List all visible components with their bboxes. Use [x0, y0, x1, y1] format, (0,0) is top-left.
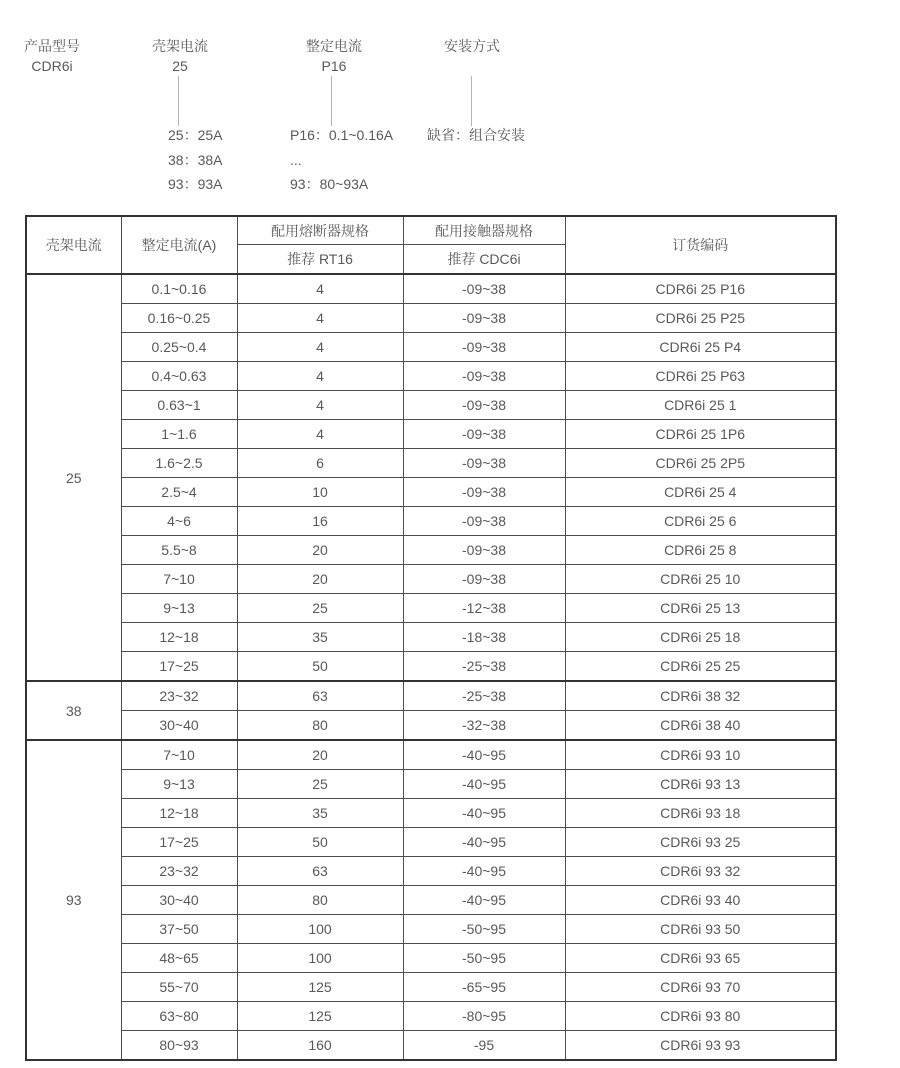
contactor-rating-cell: -12~38 — [403, 594, 565, 623]
order-code-cell: CDR6i 93 93 — [565, 1031, 836, 1061]
fuse-rating-cell: 35 — [237, 799, 403, 828]
setting-range-cell: 9~13 — [121, 594, 237, 623]
order-code-cell: CDR6i 25 4 — [565, 478, 836, 507]
setting-range-cell: 5.5~8 — [121, 536, 237, 565]
table-row — [26, 333, 836, 362]
frame-option: 25：25A — [168, 127, 223, 143]
table-row — [26, 274, 836, 304]
fuse-rating-cell: 25 — [237, 594, 403, 623]
contactor-rating-cell: -32~38 — [403, 711, 565, 741]
contactor-rating-cell: -09~38 — [403, 507, 565, 536]
mount-type-label: 安装方式 — [444, 38, 500, 54]
setting-range-cell: 12~18 — [121, 799, 237, 828]
header-contactor-recommend: 推荐 CDC6i — [403, 245, 565, 275]
order-code-cell: CDR6i 25 10 — [565, 565, 836, 594]
setting-range-cell: 0.1~0.16 — [121, 274, 237, 304]
fuse-rating-cell: 10 — [237, 478, 403, 507]
product-model-label: 产品型号 — [24, 38, 80, 54]
setting-options-list — [290, 123, 393, 197]
table-row — [26, 304, 836, 333]
fuse-rating-cell: 50 — [237, 828, 403, 857]
setting-range-cell: 2.5~4 — [121, 478, 237, 507]
order-table-body — [26, 274, 836, 1060]
frame-current-cell: 93 — [26, 740, 121, 1060]
table-row — [26, 828, 836, 857]
product-model-value: CDR6i — [31, 58, 73, 74]
contactor-rating-cell: -50~95 — [403, 944, 565, 973]
fuse-rating-cell: 25 — [237, 770, 403, 799]
table-row — [26, 857, 836, 886]
setting-range-cell: 9~13 — [121, 770, 237, 799]
order-code-cell: CDR6i 93 10 — [565, 740, 836, 770]
setting-range-cell: 1~1.6 — [121, 420, 237, 449]
order-code-cell: CDR6i 93 80 — [565, 1002, 836, 1031]
order-code-cell: CDR6i 25 18 — [565, 623, 836, 652]
fuse-rating-cell: 50 — [237, 652, 403, 682]
order-code-cell: CDR6i 93 18 — [565, 799, 836, 828]
table-row — [26, 944, 836, 973]
header-contactor-spec: 配用接触器规格 — [403, 216, 565, 245]
order-code-cell: CDR6i 38 32 — [565, 681, 836, 711]
order-code-cell: CDR6i 25 2P5 — [565, 449, 836, 478]
table-row — [26, 594, 836, 623]
setting-range-cell: 30~40 — [121, 886, 237, 915]
order-code-cell: CDR6i 25 P4 — [565, 333, 836, 362]
contactor-rating-cell: -50~95 — [403, 915, 565, 944]
order-code-cell: CDR6i 25 1P6 — [565, 420, 836, 449]
fuse-rating-cell: 80 — [237, 711, 403, 741]
table-row — [26, 740, 836, 770]
table-row — [26, 1031, 836, 1061]
setting-current-value: P16 — [321, 58, 347, 74]
setting-range-cell: 0.63~1 — [121, 391, 237, 420]
table-row — [26, 770, 836, 799]
order-code-cell: CDR6i 25 P63 — [565, 362, 836, 391]
contactor-rating-cell: -09~38 — [403, 420, 565, 449]
fuse-rating-cell: 4 — [237, 420, 403, 449]
frame-option: 38：38A — [168, 151, 223, 168]
contactor-rating-cell: -40~95 — [403, 828, 565, 857]
header-order-code: 订货编码 — [565, 216, 836, 274]
order-code-table — [25, 215, 837, 1061]
contactor-rating-cell: -25~38 — [403, 681, 565, 711]
setting-leader-line — [331, 76, 332, 126]
fuse-rating-cell: 4 — [237, 274, 403, 304]
contactor-rating-cell: -65~95 — [403, 973, 565, 1002]
setting-range-cell: 7~10 — [121, 740, 237, 770]
mount-options-list — [427, 123, 525, 148]
table-row — [26, 362, 836, 391]
fuse-rating-cell: 80 — [237, 886, 403, 915]
order-code-cell: CDR6i 25 P16 — [565, 274, 836, 304]
table-row — [26, 565, 836, 594]
table-row — [26, 507, 836, 536]
table-row — [26, 449, 836, 478]
table-row — [26, 652, 836, 682]
fuse-rating-cell: 4 — [237, 391, 403, 420]
setting-range-cell: 7~10 — [121, 565, 237, 594]
header-setting-current: 整定电流(A) — [121, 216, 237, 274]
contactor-rating-cell: -40~95 — [403, 770, 565, 799]
table-row — [26, 391, 836, 420]
contactor-rating-cell: -09~38 — [403, 536, 565, 565]
mount-leader-line — [471, 76, 472, 126]
table-row — [26, 420, 836, 449]
table-row — [26, 973, 836, 1002]
setting-range-cell: 12~18 — [121, 623, 237, 652]
fuse-rating-cell: 160 — [237, 1031, 403, 1061]
table-row — [26, 886, 836, 915]
contactor-rating-cell: -09~38 — [403, 478, 565, 507]
frame-current-cell: 25 — [26, 274, 121, 681]
table-row — [26, 915, 836, 944]
order-code-cell: CDR6i 25 13 — [565, 594, 836, 623]
table-row — [26, 681, 836, 711]
setting-range-cell: 1.6~2.5 — [121, 449, 237, 478]
order-code-cell: CDR6i 93 25 — [565, 828, 836, 857]
fuse-rating-cell: 125 — [237, 973, 403, 1002]
setting-range-cell: 30~40 — [121, 711, 237, 741]
fuse-rating-cell: 63 — [237, 681, 403, 711]
setting-range-cell: 17~25 — [121, 652, 237, 682]
fuse-rating-cell: 16 — [237, 507, 403, 536]
contactor-rating-cell: -09~38 — [403, 449, 565, 478]
setting-range-cell: 80~93 — [121, 1031, 237, 1061]
setting-range-cell: 0.25~0.4 — [121, 333, 237, 362]
fuse-rating-cell: 20 — [237, 740, 403, 770]
order-code-cell: CDR6i 25 6 — [565, 507, 836, 536]
fuse-rating-cell: 20 — [237, 565, 403, 594]
order-code-cell: CDR6i 25 8 — [565, 536, 836, 565]
fuse-rating-cell: 100 — [237, 915, 403, 944]
fuse-rating-cell: 100 — [237, 944, 403, 973]
frame-current-label: 壳架电流 — [152, 38, 208, 54]
setting-option: P16：0.1~0.16A — [290, 127, 394, 143]
fuse-rating-cell: 63 — [237, 857, 403, 886]
contactor-rating-cell: -25~38 — [403, 652, 565, 682]
table-row — [26, 799, 836, 828]
contactor-rating-cell: -09~38 — [403, 565, 565, 594]
setting-range-cell: 17~25 — [121, 828, 237, 857]
contactor-rating-cell: -40~95 — [403, 886, 565, 915]
contactor-rating-cell: -40~95 — [403, 799, 565, 828]
frame-current-cell: 38 — [26, 681, 121, 740]
order-code-cell: CDR6i 93 32 — [565, 857, 836, 886]
setting-range-cell: 63~80 — [121, 1002, 237, 1031]
setting-range-cell: 23~32 — [121, 681, 237, 711]
setting-range-cell: 4~6 — [121, 507, 237, 536]
header-fuse-spec: 配用熔断器规格 — [237, 216, 403, 245]
setting-range-cell: 0.16~0.25 — [121, 304, 237, 333]
contactor-rating-cell: -40~95 — [403, 740, 565, 770]
table-row — [26, 536, 836, 565]
order-code-cell: CDR6i 25 P25 — [565, 304, 836, 333]
setting-current-label: 整定电流 — [306, 38, 362, 54]
setting-range-cell: 23~32 — [121, 857, 237, 886]
fuse-rating-cell: 20 — [237, 536, 403, 565]
frame-current-value: 25 — [172, 58, 188, 74]
fuse-rating-cell: 35 — [237, 623, 403, 652]
contactor-rating-cell: -09~38 — [403, 274, 565, 304]
header-frame-current: 壳架电流 — [26, 216, 121, 274]
order-code-cell: CDR6i 25 1 — [565, 391, 836, 420]
table-header — [26, 216, 836, 274]
contactor-rating-cell: -40~95 — [403, 857, 565, 886]
header-fuse-recommend: 推荐 RT16 — [237, 245, 403, 275]
table-row — [26, 478, 836, 507]
mount-option: 缺省：组合安装 — [427, 127, 525, 143]
order-code-cell: CDR6i 25 25 — [565, 652, 836, 682]
fuse-rating-cell: 4 — [237, 333, 403, 362]
frame-option: 93：93A — [168, 176, 223, 192]
order-code-cell: CDR6i 93 50 — [565, 915, 836, 944]
contactor-rating-cell: -09~38 — [403, 304, 565, 333]
fuse-rating-cell: 6 — [237, 449, 403, 478]
contactor-rating-cell: -09~38 — [403, 391, 565, 420]
order-code-cell: CDR6i 38 40 — [565, 711, 836, 741]
contactor-rating-cell: -80~95 — [403, 1002, 565, 1031]
table-row — [26, 1002, 836, 1031]
setting-range-cell: 37~50 — [121, 915, 237, 944]
setting-range-cell: 48~65 — [121, 944, 237, 973]
contactor-rating-cell: -09~38 — [403, 362, 565, 391]
fuse-rating-cell: 4 — [237, 304, 403, 333]
frame-options-list — [168, 123, 222, 197]
order-code-cell: CDR6i 93 40 — [565, 886, 836, 915]
fuse-rating-cell: 4 — [237, 362, 403, 391]
contactor-rating-cell: -95 — [403, 1031, 565, 1061]
order-code-cell: CDR6i 93 13 — [565, 770, 836, 799]
order-code-cell: CDR6i 93 65 — [565, 944, 836, 973]
table-row — [26, 623, 836, 652]
setting-option: 93：80~93A — [290, 176, 369, 192]
frame-leader-line — [178, 76, 179, 126]
contactor-rating-cell: -09~38 — [403, 333, 565, 362]
setting-range-cell: 55~70 — [121, 973, 237, 1002]
order-code-cell: CDR6i 93 70 — [565, 973, 836, 1002]
table-row — [26, 711, 836, 741]
contactor-rating-cell: -18~38 — [403, 623, 565, 652]
setting-range-cell: 0.4~0.63 — [121, 362, 237, 391]
setting-option: ... — [290, 151, 302, 168]
fuse-rating-cell: 125 — [237, 1002, 403, 1031]
